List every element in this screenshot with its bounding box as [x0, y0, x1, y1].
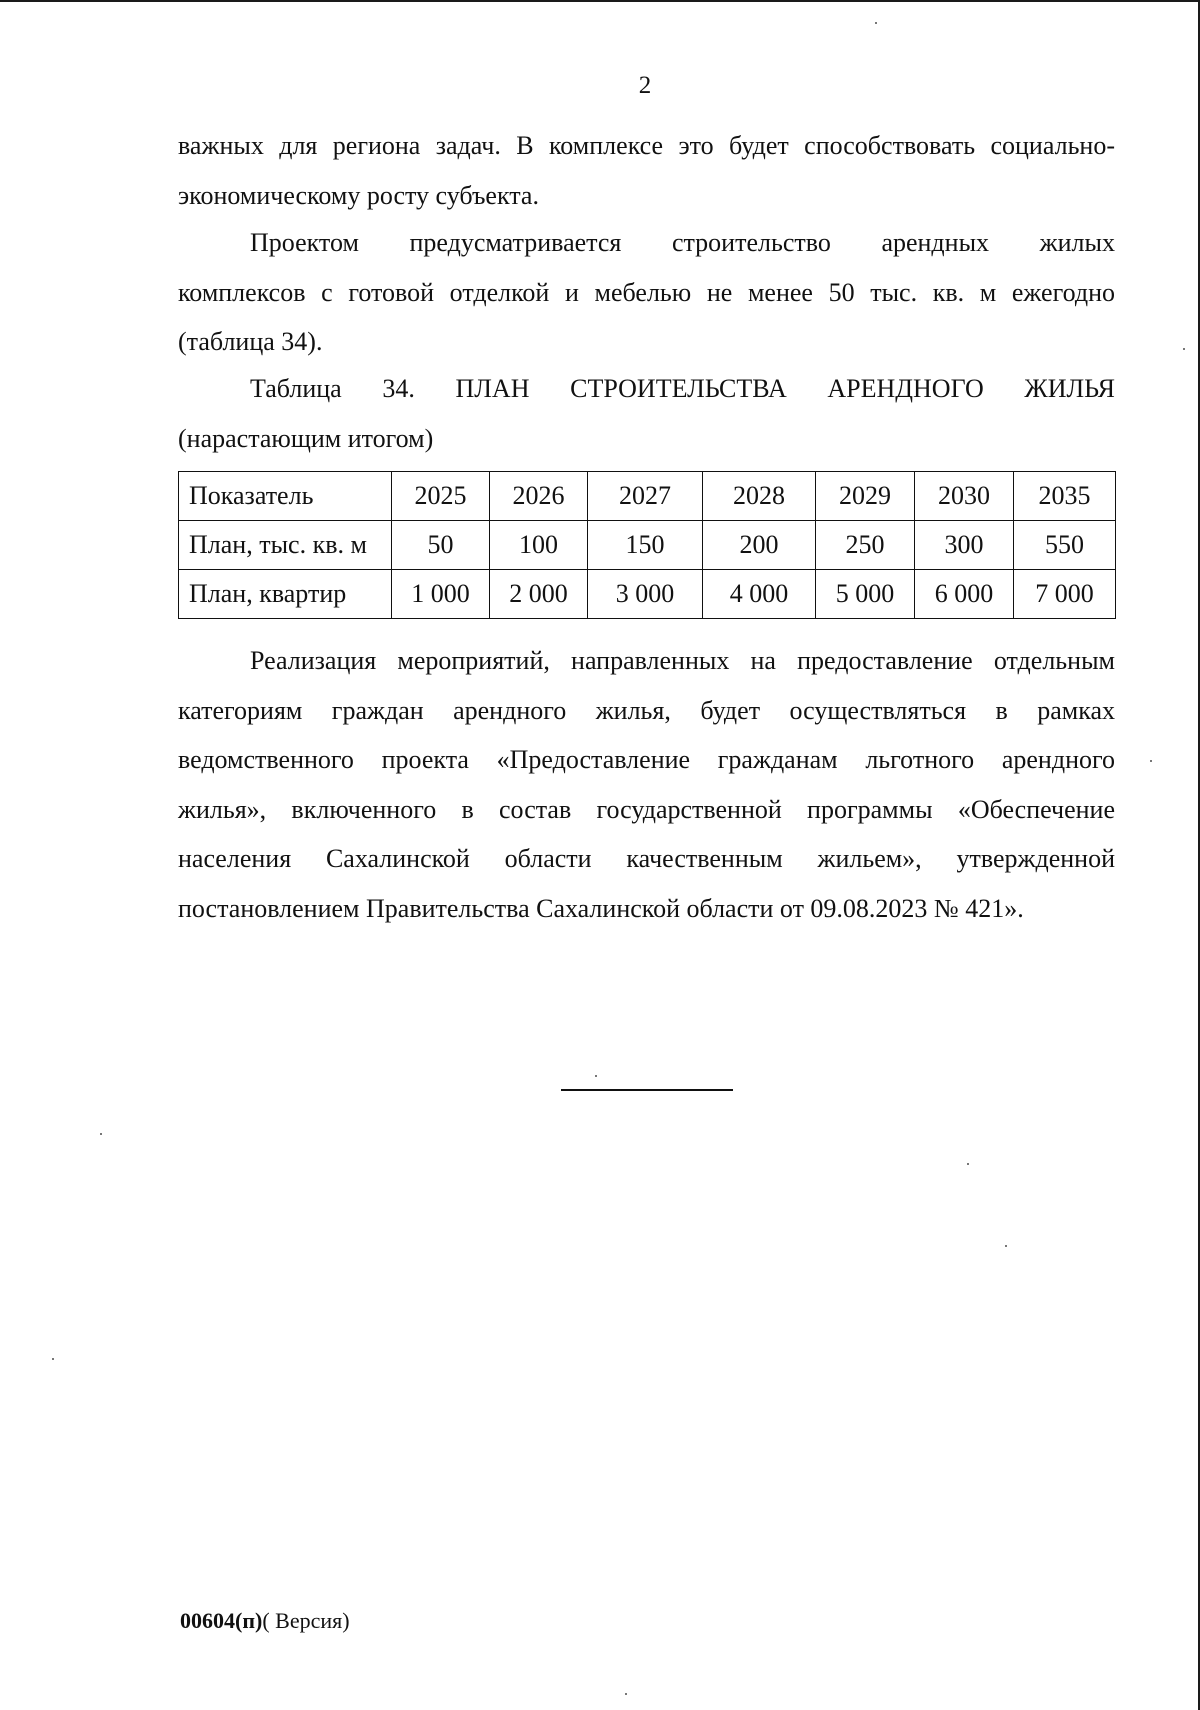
document-code: 00604(п)	[180, 1608, 263, 1633]
table-cell: 550	[1014, 521, 1116, 570]
table-caption	[178, 364, 1115, 463]
paragraph-line: жилья», включенного в состав государственной программы «Обеспечение	[178, 794, 1115, 824]
table-cell: 6 000	[915, 570, 1014, 619]
table-cell: 200	[703, 521, 816, 570]
table-header-cell: Показатель	[179, 472, 392, 521]
table-header-cell: 2029	[816, 472, 915, 521]
table-cell: 7 000	[1014, 570, 1116, 619]
paragraph-line: важных для региона задач. В комплексе это будет способствовать социально-	[178, 131, 1115, 160]
table-header-cell: 2027	[588, 472, 703, 521]
paragraph-line: (таблица 34).	[178, 327, 323, 356]
scan-speck	[1005, 1245, 1007, 1247]
scan-speck	[100, 1133, 102, 1135]
document-footer	[180, 1608, 350, 1634]
table-cell: 50	[392, 521, 490, 570]
table-row	[179, 521, 1116, 570]
scan-speck	[625, 1693, 627, 1695]
paragraph-line: комплексов с готовой отделкой и мебелью не менее 50 тыс. кв. м ежегодно	[178, 277, 1115, 307]
scan-speck	[1183, 348, 1185, 350]
paragraph-line: Реализация мероприятий, направленных на предоставление отдельным	[250, 646, 1115, 675]
page-number: 2	[638, 72, 652, 99]
table-cell: 1 000	[392, 570, 490, 619]
scan-speck	[1150, 760, 1152, 762]
scan-speck	[52, 1358, 54, 1360]
table-header-cell: 2028	[703, 472, 816, 521]
table-cell: План, квартир	[179, 570, 392, 619]
table-cell: 250	[816, 521, 915, 570]
table-header-cell: 2030	[915, 472, 1014, 521]
table-cell: 4 000	[703, 570, 816, 619]
table-cell: 150	[588, 521, 703, 570]
scan-speck	[967, 1163, 969, 1165]
paragraph-continuation	[178, 121, 1115, 220]
table-header-cell: 2025	[392, 472, 490, 521]
paragraph-line: категориям граждан арендного жилья, будет осуществляться в рамках	[178, 695, 1115, 725]
table-header-cell: 2026	[490, 472, 588, 521]
table-header-row	[179, 472, 1116, 521]
paragraph-rental-construction	[178, 218, 1115, 367]
table-cell: План, тыс. кв. м	[179, 521, 392, 570]
table-cell: 300	[915, 521, 1014, 570]
document-version: ( Версия)	[262, 1608, 350, 1633]
paragraph-line: Проектом предусматривается строительство арендных жилых	[250, 228, 1115, 257]
table-header-cell: 2035	[1014, 472, 1116, 521]
page-top-edge	[0, 0, 1200, 2]
table-cell: 5 000	[816, 570, 915, 619]
construction-plan-table	[178, 471, 1116, 619]
paragraph-line: ведомственного проекта «Предоставление гражданам льготного арендного	[178, 745, 1115, 774]
table-cell: 2 000	[490, 570, 588, 619]
scan-speck	[595, 1075, 597, 1077]
table-caption-subtitle: (нарастающим итогом)	[178, 423, 434, 453]
table-caption-title: Таблица 34. ПЛАН СТРОИТЕЛЬСТВА АРЕНДНОГО ЖИЛЬЯ	[250, 374, 1115, 403]
paragraph-line: постановлением Правительства Сахалинской области от 09.08.2023 № 421».	[178, 893, 1024, 923]
paragraph-line: населения Сахалинской области качественным жильем», утвержденной	[178, 844, 1115, 873]
table-cell: 100	[490, 521, 588, 570]
table-row	[179, 570, 1116, 619]
paragraph-line: экономическому росту субъекта.	[178, 180, 539, 210]
table-cell: 3 000	[588, 570, 703, 619]
end-of-text-rule	[561, 1089, 733, 1091]
paragraph-departmental-project	[178, 636, 1115, 933]
scan-speck	[875, 22, 877, 24]
